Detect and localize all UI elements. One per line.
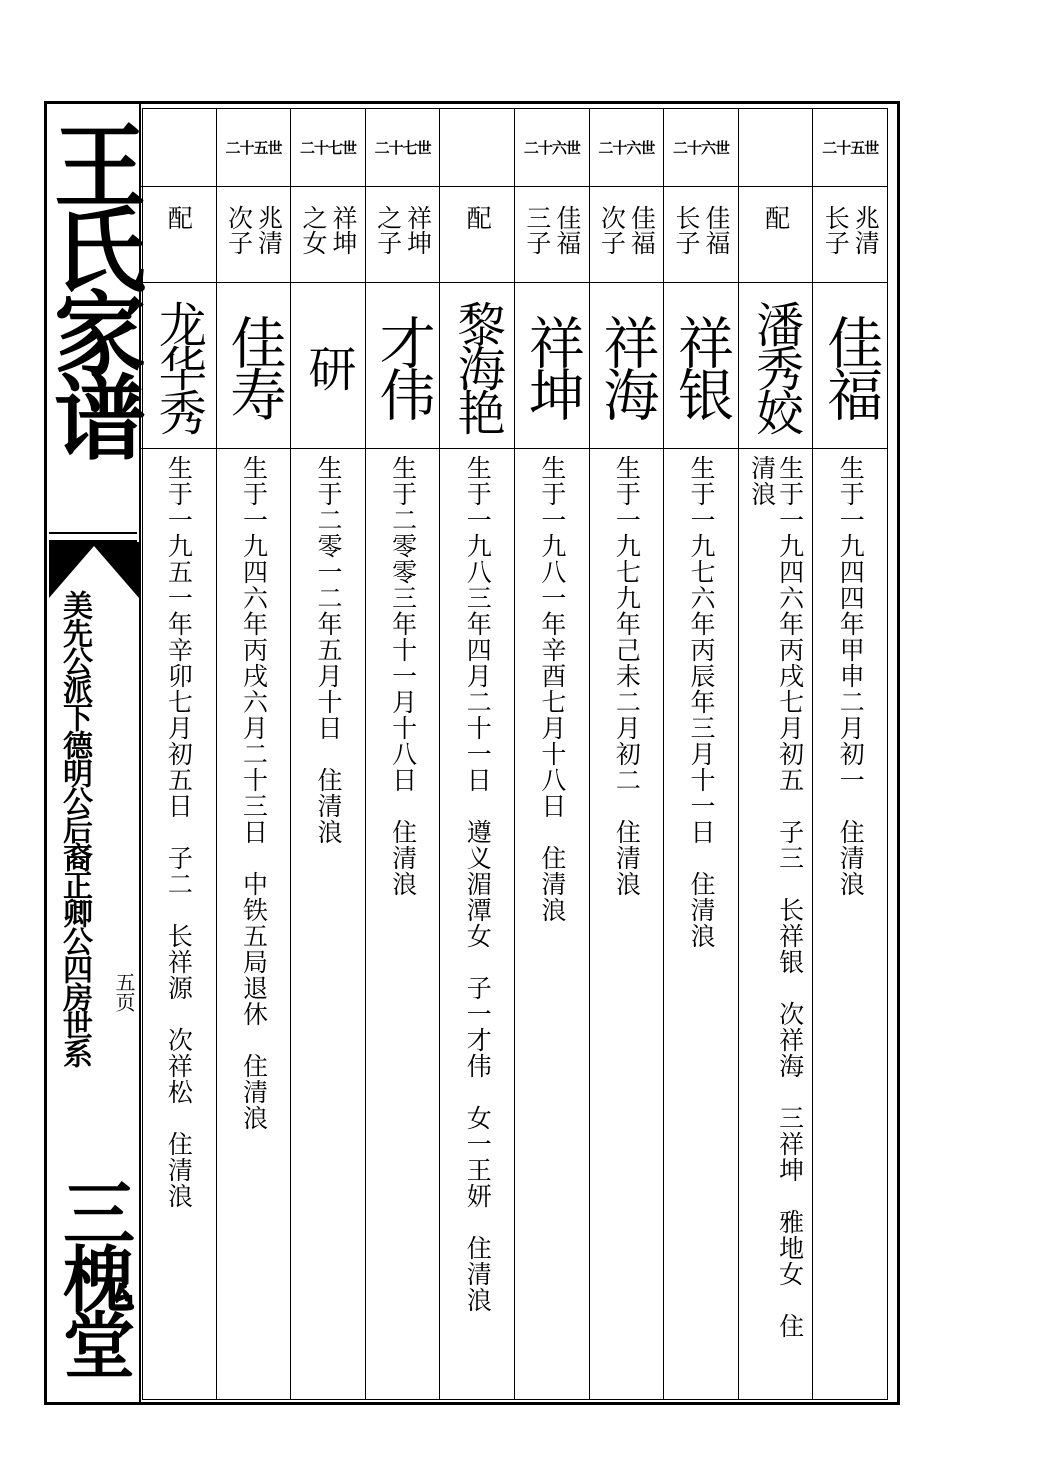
person-column [514,109,589,1399]
person-bio: 生于一九七九年己未二月初二 住清浪 [612,455,642,897]
person-column [589,109,664,1399]
person-bio: 生于一九八三年四月二十一日 遵义湄潭女 子一才伟 女一王妍 住清浪 [463,455,493,1313]
page-frame [39,101,900,1405]
bio-cell [739,449,813,1399]
person-column [216,109,291,1399]
person-name: 黎海艳 [449,299,506,432]
person-name: 祥海 [594,313,660,418]
spine-divider [49,532,137,542]
name-cell [217,283,291,449]
relation-cell [291,187,365,283]
relation-cell [590,187,664,283]
name-cell [739,283,813,449]
person-bio: 生于一九七六年丙辰年三月十一日 住清浪 [687,455,717,949]
person-column [812,109,887,1399]
relation-label: 祥坤之女 [299,205,359,255]
person-column [439,109,514,1399]
bio-cell [440,449,514,1399]
person-bio: 生于二零一二年五月十日 住清浪 [314,455,344,845]
bio-cell [590,449,664,1399]
person-column [663,109,738,1399]
generation-label: 二十六世 [515,109,589,187]
name-cell [515,283,589,449]
person-name: 祥银 [669,313,735,418]
genealogy-table [142,108,888,1400]
relation-cell [739,187,813,283]
relation-label: 配 [463,205,493,230]
relation-cell [141,187,216,283]
person-column [365,109,440,1399]
generation-label: 二十七世 [291,109,365,187]
relation-label: 佳福三子 [522,205,582,255]
person-bio: 生于一九四六年丙戌七月初五 子三 长祥银 次祥海 三祥坤 雅地女 住清浪 [747,455,805,1339]
relation-cell [515,187,589,283]
person-column [141,109,216,1399]
spine [39,104,147,1402]
relation-label: 兆清次子 [224,205,284,255]
page-number: 五页 [112,972,136,1012]
generation-label [141,109,216,187]
person-bio: 生于二零零三年十一月十八日 住清浪 [388,455,418,897]
person-name: 研 [300,343,357,388]
person-bio: 生于一九四六年丙戌六月二十三日 中铁五局退休 住清浪 [239,455,269,1131]
generation-label: 二十五世 [217,109,291,187]
relation-cell [813,187,887,283]
name-cell [291,283,365,449]
relation-label: 佳福长子 [672,205,732,255]
person-name: 龙华秀 [150,299,207,432]
person-bio: 生于一九四四年甲申二月初一 住清浪 [836,455,866,897]
bio-cell [664,449,738,1399]
book-title: 王氏家谱 [39,118,147,454]
name-cell [813,283,887,449]
branch-lineage-text: 美先公派下德明公后裔正卿公四房世系 [57,590,92,1066]
person-name: 潘秀姣 [747,299,804,432]
bio-cell [366,449,440,1399]
generation-label: 二十五世 [813,109,887,187]
relation-label: 佳福次子 [597,205,657,255]
person-column [290,109,365,1399]
bio-cell [515,449,589,1399]
person-column [738,109,813,1399]
bio-cell [291,449,365,1399]
hall-name: 三槐堂 [51,1176,136,1374]
name-cell [366,283,440,449]
generation-label: 二十六世 [590,109,664,187]
person-bio: 生于一九八一年辛酉七月十八日 住清浪 [537,455,567,923]
person-name: 佳寿 [221,313,287,418]
bio-cell [813,449,887,1399]
relation-cell [366,187,440,283]
person-name: 祥坤 [519,313,585,418]
name-cell [141,283,216,449]
relation-cell [217,187,291,283]
generation-label: 二十七世 [366,109,440,187]
name-cell [440,283,514,449]
person-name: 才伟 [370,313,436,418]
name-cell [664,283,738,449]
relation-cell [440,187,514,283]
relation-label: 兆清长子 [821,205,881,255]
generation-label [739,109,813,187]
relation-cell [664,187,738,283]
generation-label: 二十六世 [664,109,738,187]
relation-label: 祥坤之子 [373,205,433,255]
relation-label: 配 [164,205,194,230]
name-cell [590,283,664,449]
person-bio: 生于一九五一年辛卯七月初五日 子二 长祥源 次祥松 住清浪 [164,455,194,1209]
bio-cell [217,449,291,1399]
person-name: 佳福 [818,313,884,418]
generation-label [440,109,514,187]
relation-label: 配 [761,205,791,230]
bio-cell [141,449,216,1399]
